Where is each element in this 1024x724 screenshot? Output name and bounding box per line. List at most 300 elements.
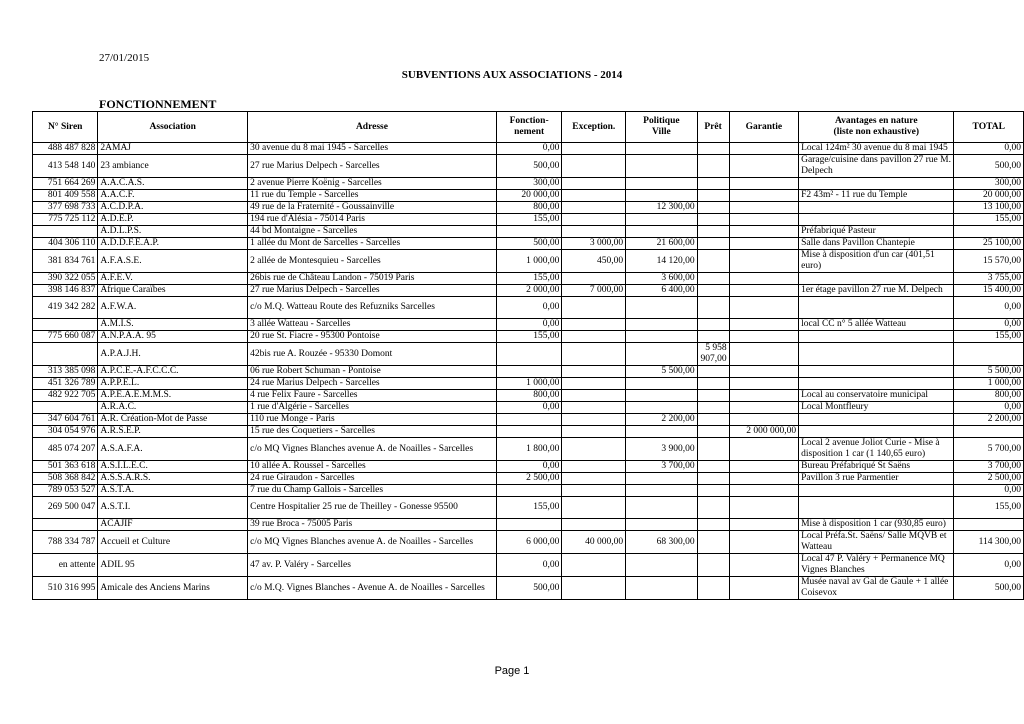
cell-exception <box>562 378 626 390</box>
cell-politique-ville: 5 500,00 <box>626 366 697 378</box>
cell-adresse: 24 rue Giraudon - Sarcelles <box>248 473 497 485</box>
table-row <box>33 519 1024 531</box>
header-politique-ville <box>626 112 697 143</box>
cell-pret <box>697 143 729 155</box>
cell-siren: 419 342 282 <box>33 297 98 319</box>
cell-politique-ville: 21 600,00 <box>626 238 697 250</box>
cell-total: 3 755,00 <box>954 273 1024 285</box>
cell-avantages: local CC n° 5 allée Watteau <box>799 319 954 331</box>
cell-politique-ville <box>626 331 697 343</box>
table-row <box>33 190 1024 202</box>
cell-adresse: 47 av. P. Valéry - Sarcelles <box>248 554 497 577</box>
cell-garantie: 2 000 000,00 <box>729 426 799 438</box>
cell-garantie <box>729 226 799 238</box>
table-row <box>33 238 1024 250</box>
cell-siren <box>33 319 98 331</box>
cell-pret: 5 958 907,00 <box>697 343 729 366</box>
cell-garantie <box>729 461 799 473</box>
cell-garantie <box>729 285 799 297</box>
cell-pret <box>697 214 729 226</box>
cell-fonctionnement: 1 800,00 <box>496 438 562 461</box>
cell-garantie <box>729 554 799 577</box>
cell-pret <box>697 473 729 485</box>
cell-fonctionnement <box>496 226 562 238</box>
cell-pret <box>697 402 729 414</box>
cell-adresse: 194 rue d'Alésia - 75014 Paris <box>248 214 497 226</box>
cell-politique-ville <box>626 378 697 390</box>
cell-adresse: c/o MQ Vignes Blanches avenue A. de Noailles - Sarcelles <box>248 531 497 554</box>
header-exception: Exception. <box>562 112 626 143</box>
cell-fonctionnement <box>496 414 562 426</box>
cell-garantie <box>729 155 799 178</box>
cell-fonctionnement: 500,00 <box>496 238 562 250</box>
cell-total: 2 200,00 <box>954 414 1024 426</box>
cell-siren <box>33 226 98 238</box>
table-row <box>33 485 1024 497</box>
cell-association: Afrique Caraïbes <box>98 285 248 297</box>
cell-exception <box>562 319 626 331</box>
table-body <box>33 143 1024 600</box>
cell-politique-ville: 14 120,00 <box>626 250 697 273</box>
table-row <box>33 250 1024 273</box>
header-politique-line2: Ville <box>652 127 671 137</box>
cell-politique-ville <box>626 226 697 238</box>
cell-fonctionnement: 0,00 <box>496 319 562 331</box>
cell-total: 25 100,00 <box>954 238 1024 250</box>
cell-avantages <box>799 297 954 319</box>
cell-siren: 751 664 269 <box>33 178 98 190</box>
cell-association: A.R.S.E.P. <box>98 426 248 438</box>
cell-adresse: 44 bd Montaigne - Sarcelles <box>248 226 497 238</box>
cell-association: A.M.I.S. <box>98 319 248 331</box>
header-siren: N° Siren <box>33 112 98 143</box>
cell-exception <box>562 226 626 238</box>
cell-exception <box>562 155 626 178</box>
cell-siren: 381 834 761 <box>33 250 98 273</box>
cell-avantages <box>799 214 954 226</box>
cell-exception <box>562 178 626 190</box>
cell-total: 0,00 <box>954 554 1024 577</box>
cell-siren: 488 487 828 <box>33 143 98 155</box>
cell-fonctionnement: 1 000,00 <box>496 250 562 273</box>
cell-avantages: Local au conservatoire municipal <box>799 390 954 402</box>
cell-adresse: 3 allée Watteau - Sarcelles <box>248 319 497 331</box>
cell-avantages <box>799 366 954 378</box>
cell-avantages <box>799 378 954 390</box>
cell-adresse: Centre Hospitalier 25 rue de Theilley - Gonesse 95500 <box>248 497 497 519</box>
cell-politique-ville <box>626 577 697 600</box>
cell-fonctionnement: 0,00 <box>496 461 562 473</box>
cell-association: A.A.C.F. <box>98 190 248 202</box>
cell-siren: 510 316 995 <box>33 577 98 600</box>
cell-adresse: 10 allée A. Roussel - Sarcelles <box>248 461 497 473</box>
cell-garantie <box>729 250 799 273</box>
cell-fonctionnement: 800,00 <box>496 202 562 214</box>
cell-pret <box>697 519 729 531</box>
cell-politique-ville <box>626 473 697 485</box>
cell-association: A.N.P.A.A. 95 <box>98 331 248 343</box>
cell-adresse: 1 allée du Mont de Sarcelles - Sarcelles <box>248 238 497 250</box>
cell-adresse: 1 rue d'Algérie - Sarcelles <box>248 402 497 414</box>
cell-garantie <box>729 178 799 190</box>
cell-garantie <box>729 497 799 519</box>
cell-politique-ville <box>626 155 697 178</box>
cell-garantie <box>729 273 799 285</box>
cell-association: A.F.A.S.E. <box>98 250 248 273</box>
cell-total: 155,00 <box>954 214 1024 226</box>
header-association: Association <box>98 112 248 143</box>
cell-politique-ville <box>626 190 697 202</box>
cell-total: 0,00 <box>954 402 1024 414</box>
cell-association: A.A.C.A.S. <box>98 178 248 190</box>
cell-exception: 3 000,00 <box>562 238 626 250</box>
cell-garantie <box>729 214 799 226</box>
cell-fonctionnement: 0,00 <box>496 143 562 155</box>
cell-exception <box>562 426 626 438</box>
cell-fonctionnement: 1 000,00 <box>496 378 562 390</box>
table-row <box>33 343 1024 366</box>
table-row <box>33 366 1024 378</box>
cell-politique-ville: 3 700,00 <box>626 461 697 473</box>
cell-fonctionnement: 500,00 <box>496 155 562 178</box>
table-row <box>33 297 1024 319</box>
cell-fonctionnement: 500,00 <box>496 577 562 600</box>
cell-siren: 377 698 733 <box>33 202 98 214</box>
cell-association: A.D.L.P.S. <box>98 226 248 238</box>
cell-politique-ville: 6 400,00 <box>626 285 697 297</box>
cell-politique-ville <box>626 519 697 531</box>
cell-siren: 304 054 976 <box>33 426 98 438</box>
cell-association: A.P.P.E.L. <box>98 378 248 390</box>
cell-exception <box>562 497 626 519</box>
cell-pret <box>697 238 729 250</box>
cell-pret <box>697 485 729 497</box>
cell-avantages: F2 43m² - 11 rue du Temple <box>799 190 954 202</box>
cell-avantages: Garage/cuisine dans pavillon 27 rue M. Delpech <box>799 155 954 178</box>
cell-avantages: Préfabriqué Pasteur <box>799 226 954 238</box>
cell-garantie <box>729 202 799 214</box>
cell-association: A.F.E.V. <box>98 273 248 285</box>
cell-association: A.R.A.C. <box>98 402 248 414</box>
cell-garantie <box>729 438 799 461</box>
cell-adresse: 06 rue Robert Schuman - Pontoise <box>248 366 497 378</box>
cell-fonctionnement <box>496 426 562 438</box>
cell-siren <box>33 519 98 531</box>
subventions-table <box>32 111 1024 600</box>
cell-adresse: c/o M.Q. Vignes Blanches - Avenue A. de Noailles - Sarcelles <box>248 577 497 600</box>
cell-adresse: 49 rue de la Fraternité - Goussainville <box>248 202 497 214</box>
table-row <box>33 178 1024 190</box>
cell-exception <box>562 519 626 531</box>
cell-avantages: Local Préfa.St. Saëns/ Salle MQVB et Watteau <box>799 531 954 554</box>
cell-adresse: 27 rue Marius Delpech - Sarcelles <box>248 155 497 178</box>
cell-adresse: 24 rue Marius Delpech - Sarcelles <box>248 378 497 390</box>
cell-exception <box>562 414 626 426</box>
table-row <box>33 577 1024 600</box>
cell-total: 300,00 <box>954 178 1024 190</box>
cell-association: A.R. Création-Mot de Passe <box>98 414 248 426</box>
cell-pret <box>697 577 729 600</box>
cell-garantie <box>729 143 799 155</box>
cell-total: 500,00 <box>954 577 1024 600</box>
cell-garantie <box>729 366 799 378</box>
cell-exception <box>562 331 626 343</box>
cell-adresse: 27 rue Marius Delpech - Sarcelles <box>248 285 497 297</box>
page-number: Page 1 <box>494 665 530 677</box>
cell-politique-ville: 3 600,00 <box>626 273 697 285</box>
cell-siren: 390 322 055 <box>33 273 98 285</box>
cell-association: A.D.D.F.E.A.P. <box>98 238 248 250</box>
cell-siren: 413 548 140 <box>33 155 98 178</box>
cell-association: Accueil et Culture <box>98 531 248 554</box>
cell-pret <box>697 285 729 297</box>
cell-politique-ville: 2 200,00 <box>626 414 697 426</box>
cell-pret <box>697 202 729 214</box>
cell-pret <box>697 190 729 202</box>
cell-total <box>954 519 1024 531</box>
cell-fonctionnement: 155,00 <box>496 497 562 519</box>
cell-adresse: 11 rue du Temple - Sarcelles <box>248 190 497 202</box>
header-garantie: Garantie <box>729 112 799 143</box>
cell-association: A.F.W.A. <box>98 297 248 319</box>
cell-association: A.S.T.A. <box>98 485 248 497</box>
header-politique-line1: Politique <box>643 116 680 126</box>
cell-fonctionnement <box>496 366 562 378</box>
cell-association: ACAJIF <box>98 519 248 531</box>
cell-total: 5 700,00 <box>954 438 1024 461</box>
cell-siren: 788 334 787 <box>33 531 98 554</box>
table-row <box>33 214 1024 226</box>
cell-fonctionnement: 155,00 <box>496 331 562 343</box>
cell-siren: 398 146 837 <box>33 285 98 297</box>
table-header-row <box>33 112 1024 143</box>
cell-pret <box>697 297 729 319</box>
table-row <box>33 438 1024 461</box>
cell-fonctionnement: 2 000,00 <box>496 285 562 297</box>
cell-total: 20 000,00 <box>954 190 1024 202</box>
table-row <box>33 426 1024 438</box>
cell-siren: 451 326 789 <box>33 378 98 390</box>
cell-fonctionnement: 6 000,00 <box>496 531 562 554</box>
table-row <box>33 226 1024 238</box>
table-row <box>33 402 1024 414</box>
cell-fonctionnement <box>496 343 562 366</box>
cell-total: 0,00 <box>954 297 1024 319</box>
table-row <box>33 202 1024 214</box>
cell-garantie <box>729 297 799 319</box>
cell-siren: 404 306 110 <box>33 238 98 250</box>
cell-pret <box>697 390 729 402</box>
cell-politique-ville: 68 300,00 <box>626 531 697 554</box>
cell-siren: en attente <box>33 554 98 577</box>
cell-avantages: Mise à disposition 1 car (930,85 euro) <box>799 519 954 531</box>
cell-siren: 269 500 047 <box>33 497 98 519</box>
cell-exception <box>562 461 626 473</box>
document-title: SUBVENTIONS AUX ASSOCIATIONS - 2014 <box>401 69 623 81</box>
cell-garantie <box>729 343 799 366</box>
cell-exception <box>562 143 626 155</box>
table-row <box>33 497 1024 519</box>
cell-garantie <box>729 531 799 554</box>
cell-association: A.S.A.F.A. <box>98 438 248 461</box>
cell-politique-ville <box>626 319 697 331</box>
cell-total: 800,00 <box>954 390 1024 402</box>
cell-association: A.S.T.I. <box>98 497 248 519</box>
header-avantages <box>799 112 954 143</box>
cell-exception: 450,00 <box>562 250 626 273</box>
cell-adresse: 26bis rue de Château Landon - 75019 Paris <box>248 273 497 285</box>
cell-association: A.S.I.L.E.C. <box>98 461 248 473</box>
cell-politique-ville <box>626 554 697 577</box>
cell-siren: 789 053 527 <box>33 485 98 497</box>
cell-siren: 482 922 705 <box>33 390 98 402</box>
header-avantages-line1: Avantages en nature <box>835 116 918 126</box>
cell-garantie <box>729 473 799 485</box>
cell-total: 155,00 <box>954 497 1024 519</box>
cell-association: A.P.A.J.H. <box>98 343 248 366</box>
header-fonctionnement <box>496 112 562 143</box>
cell-pret <box>697 414 729 426</box>
cell-adresse: 110 rue Monge - Paris <box>248 414 497 426</box>
table-row <box>33 331 1024 343</box>
cell-exception <box>562 202 626 214</box>
cell-fonctionnement: 800,00 <box>496 390 562 402</box>
cell-fonctionnement: 155,00 <box>496 214 562 226</box>
cell-politique-ville <box>626 343 697 366</box>
cell-total: 114 300,00 <box>954 531 1024 554</box>
cell-exception <box>562 190 626 202</box>
cell-total: 15 400,00 <box>954 285 1024 297</box>
cell-exception <box>562 366 626 378</box>
cell-adresse: c/o M.Q. Watteau Route des Refuzniks Sarcelles <box>248 297 497 319</box>
table-row <box>33 155 1024 178</box>
cell-siren: 501 363 618 <box>33 461 98 473</box>
table-row <box>33 273 1024 285</box>
cell-politique-ville <box>626 297 697 319</box>
cell-avantages <box>799 426 954 438</box>
cell-exception <box>562 214 626 226</box>
cell-politique-ville <box>626 497 697 519</box>
cell-pret <box>697 497 729 519</box>
header-pret: Prêt <box>697 112 729 143</box>
cell-politique-ville <box>626 390 697 402</box>
cell-exception <box>562 577 626 600</box>
cell-avantages <box>799 178 954 190</box>
cell-politique-ville <box>626 143 697 155</box>
cell-association: Amicale des Anciens Marins <box>98 577 248 600</box>
cell-pret <box>697 378 729 390</box>
cell-siren: 775 725 112 <box>33 214 98 226</box>
cell-siren: 485 074 207 <box>33 438 98 461</box>
cell-adresse: 39 rue Broca - 75005 Paris <box>248 519 497 531</box>
cell-siren: 801 409 558 <box>33 190 98 202</box>
table-row <box>33 414 1024 426</box>
cell-pret <box>697 426 729 438</box>
cell-association: A.D.E.P. <box>98 214 248 226</box>
cell-total <box>954 426 1024 438</box>
cell-total <box>954 226 1024 238</box>
cell-politique-ville <box>626 402 697 414</box>
cell-avantages <box>799 497 954 519</box>
cell-garantie <box>729 577 799 600</box>
cell-politique-ville <box>626 426 697 438</box>
cell-total: 0,00 <box>954 319 1024 331</box>
cell-total: 0,00 <box>954 485 1024 497</box>
cell-exception <box>562 343 626 366</box>
cell-pret <box>697 366 729 378</box>
cell-avantages: Salle dans Pavillon Chantepie <box>799 238 954 250</box>
document-date: 27/01/2015 <box>99 52 150 64</box>
cell-association: A.P.E.A.E.M.M.S. <box>98 390 248 402</box>
cell-siren <box>33 402 98 414</box>
cell-siren: 775 660 087 <box>33 331 98 343</box>
cell-garantie <box>729 485 799 497</box>
cell-politique-ville <box>626 485 697 497</box>
cell-total <box>954 343 1024 366</box>
cell-adresse: 2 avenue Pierre Koënig - Sarcelles <box>248 178 497 190</box>
cell-exception <box>562 438 626 461</box>
cell-pret <box>697 438 729 461</box>
table-row <box>33 461 1024 473</box>
cell-association: A.S.S.A.R.S. <box>98 473 248 485</box>
cell-garantie <box>729 238 799 250</box>
header-fonctionnement-line1: Fonction- <box>509 116 549 126</box>
cell-siren: 347 604 761 <box>33 414 98 426</box>
cell-avantages: 1er étage pavillon 27 rue M. Delpech <box>799 285 954 297</box>
cell-pret <box>697 319 729 331</box>
cell-association: A.C.D.P.A. <box>98 202 248 214</box>
cell-fonctionnement: 155,00 <box>496 273 562 285</box>
cell-pret <box>697 331 729 343</box>
cell-fonctionnement: 0,00 <box>496 402 562 414</box>
cell-avantages <box>799 485 954 497</box>
cell-politique-ville <box>626 178 697 190</box>
cell-exception <box>562 554 626 577</box>
cell-politique-ville: 3 900,00 <box>626 438 697 461</box>
header-total: TOTAL <box>954 112 1024 143</box>
cell-pret <box>697 226 729 238</box>
cell-avantages: Local 47 P. Valéry + Permanence MQ Vignes Blanches <box>799 554 954 577</box>
cell-fonctionnement: 300,00 <box>496 178 562 190</box>
cell-siren: 313 385 098 <box>33 366 98 378</box>
cell-exception <box>562 297 626 319</box>
cell-association: 23 ambiance <box>98 155 248 178</box>
cell-adresse: c/o MQ Vignes Blanches avenue A. de Noailles - Sarcelles <box>248 438 497 461</box>
cell-pret <box>697 178 729 190</box>
table-row <box>33 531 1024 554</box>
cell-avantages <box>799 273 954 285</box>
cell-avantages: Mise à disposition d'un car (401,51 euro) <box>799 250 954 273</box>
cell-garantie <box>729 190 799 202</box>
table-row <box>33 143 1024 155</box>
cell-pret <box>697 554 729 577</box>
cell-fonctionnement: 0,00 <box>496 554 562 577</box>
cell-exception <box>562 402 626 414</box>
table-row <box>33 378 1024 390</box>
cell-avantages: Local 2 avenue Joliot Curie - Mise à disposition 1 car (1 140,65 euro) <box>799 438 954 461</box>
cell-exception <box>562 273 626 285</box>
cell-total: 500,00 <box>954 155 1024 178</box>
section-heading: FONCTIONNEMENT <box>99 97 217 111</box>
cell-total: 3 700,00 <box>954 461 1024 473</box>
cell-pret <box>697 250 729 273</box>
cell-exception: 40 000,00 <box>562 531 626 554</box>
cell-pret <box>697 155 729 178</box>
cell-avantages: Local 124m² 30 avenue du 8 mai 1945 <box>799 143 954 155</box>
cell-exception <box>562 473 626 485</box>
cell-politique-ville <box>626 214 697 226</box>
cell-avantages <box>799 343 954 366</box>
